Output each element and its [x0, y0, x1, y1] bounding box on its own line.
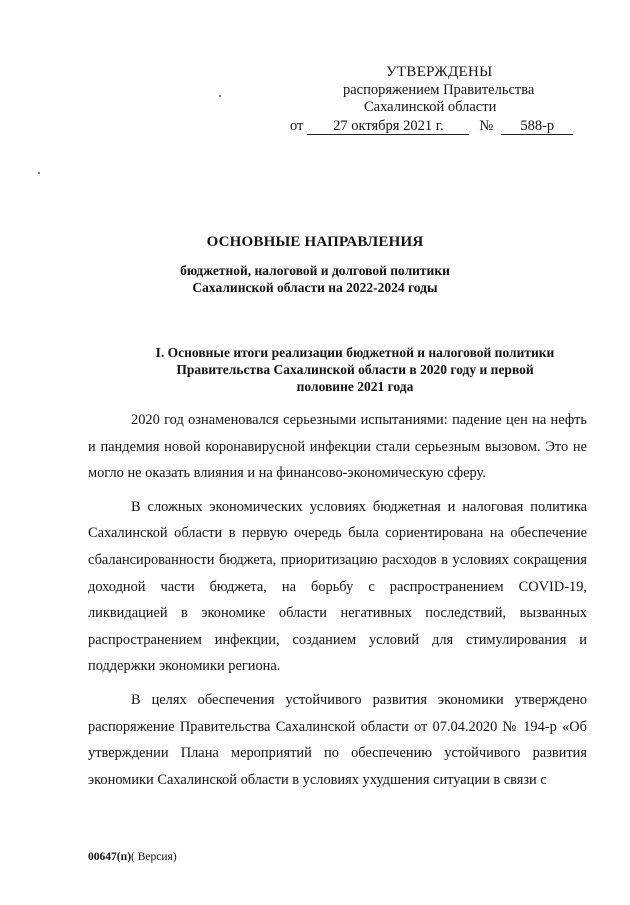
section-heading — [120, 344, 590, 395]
paragraph-1: 2020 год ознаменовался серьезными испытаниями: падение цен на нефть и пандемия новой коронавирусной инфекции стали серьезным вызовом. Это не могло не оказать влияния и на финансово-экономическую сферу. — [88, 412, 587, 482]
document-version: ( Версия) — [131, 851, 177, 863]
from-label: от — [290, 118, 304, 134]
paragraph-2: В сложных экономических условиях бюджетная и налоговая политика Сахалинской области в первую очередь была сориентирована на обеспечение сбалансированности бюджета, приоритизацию расходов в условиях сокращения доходной части бюджета, на борьбу с распространением COVID-19, ликвидацией в экономике области негативных последствий, вызванных распространением инфекции, созданием условий для стимулирования и поддержки экономики региона. — [88, 498, 587, 675]
section-heading-line-3: половине 2021 года — [296, 379, 414, 394]
document-subtitle — [0, 262, 630, 296]
section-heading-line-2: Правительства Сахалинской области в 2020 году и первой — [176, 362, 534, 377]
scan-speck — [219, 95, 221, 97]
footer — [88, 851, 177, 863]
subtitle-line-1: бюджетной, налоговой и долговой политики — [180, 263, 450, 278]
body-text — [88, 407, 587, 800]
document-title: ОСНОВНЫЕ НАПРАВЛЕНИЯ — [206, 234, 424, 250]
approved-label: УТВЕРЖДЕНЫ — [386, 64, 493, 80]
region-line: Сахалинской области — [364, 99, 497, 115]
order-number: 588-р — [501, 118, 573, 135]
order-date: 27 октября 2021 г. — [307, 118, 469, 135]
approval-block — [290, 62, 590, 135]
subtitle-line-2: Сахалинской области на 2022-2024 годы — [192, 280, 438, 295]
scan-speck — [38, 172, 40, 174]
section-heading-line-1: I. Основные итоги реализации бюджетной и налоговой политики — [155, 345, 555, 360]
order-date-line — [290, 117, 590, 135]
paragraph-3: В целях обеспечения устойчивого развития экономики утверждено распоряжение Правительства Сахалинской области от 07.04.2020 № 194-р «Об утверждении Плана мероприятий по обеспечению устойчивого развития экономики Сахалинской области в условиях ухудшения ситуации в связи с — [88, 691, 587, 788]
number-sign: № — [479, 118, 494, 134]
document-code: 00647(п) — [88, 851, 132, 863]
order-line: распоряжением Правительства — [343, 82, 535, 98]
